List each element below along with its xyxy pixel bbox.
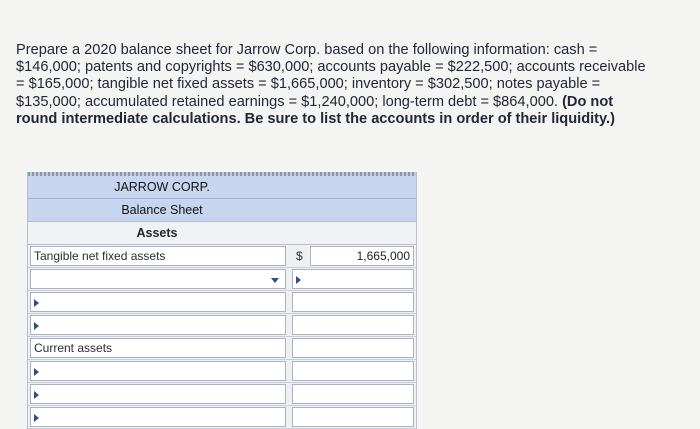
table-row [28,383,416,406]
question-instruction: (Do not round intermediate calculations. Be sure to list the accounts in order of their liquidity.) [16,93,615,127]
statement-title: Balance Sheet [121,203,203,217]
amount-input-row8[interactable] [292,407,414,427]
amount-input-row1[interactable] [310,246,414,266]
account-select-row6[interactable] [30,361,286,381]
table-row [28,291,416,314]
account-select-current-assets[interactable] [30,338,286,358]
table-row [28,268,416,291]
company-header [28,176,416,199]
amount-input-row2[interactable] [292,269,414,289]
current-assets-label: Current assets [34,341,113,355]
cursor-arrow-icon [34,368,39,376]
cursor-arrow-icon [34,414,39,422]
amount-input-row7[interactable] [292,384,414,404]
table-row [28,337,416,360]
account-select-row4[interactable] [30,315,286,335]
cursor-arrow-icon [34,391,39,399]
company-name: JARROW CORP. [114,180,210,194]
question-body: Prepare a 2020 balance sheet for Jarrow Corp. based on the following information: cash = $146,000; patents and copyrights = $630,000; accounts payable = $222,500; accounts receivable = $165,000; tangible net fixed assets = $1,665,000; inventory = $302,500; notes payable = $135,000; accumulated retained earnings = $1,240,000; long-term debt = $864,000. [16,42,646,110]
account-select-row7[interactable] [30,384,286,404]
amount-value: 1,665,000 [356,249,410,263]
amount-input-row4[interactable] [292,315,414,335]
balance-sheet-table [27,172,417,429]
account-select-row2[interactable] [30,269,286,289]
cursor-arrow-icon [34,322,39,330]
amount-input-row3[interactable] [292,292,414,312]
amount-input-row6[interactable] [292,361,414,381]
chevron-down-icon[interactable] [271,278,279,283]
cursor-arrow-icon [296,276,301,284]
table-row [28,314,416,337]
currency-symbol: $ [296,249,303,263]
statement-header [28,199,416,221]
assets-heading: Assets [136,226,178,240]
question-text [16,42,656,128]
account-select-row1[interactable] [30,246,286,266]
account-label: Tangible net fixed assets [34,249,166,263]
account-select-row8[interactable] [30,407,286,427]
amount-input-row5[interactable] [292,338,414,358]
table-row [28,245,416,268]
assets-section-header [28,221,416,245]
cursor-arrow-icon [34,299,39,307]
table-row [28,360,416,383]
table-row [28,406,416,429]
account-select-row3[interactable] [30,292,286,312]
